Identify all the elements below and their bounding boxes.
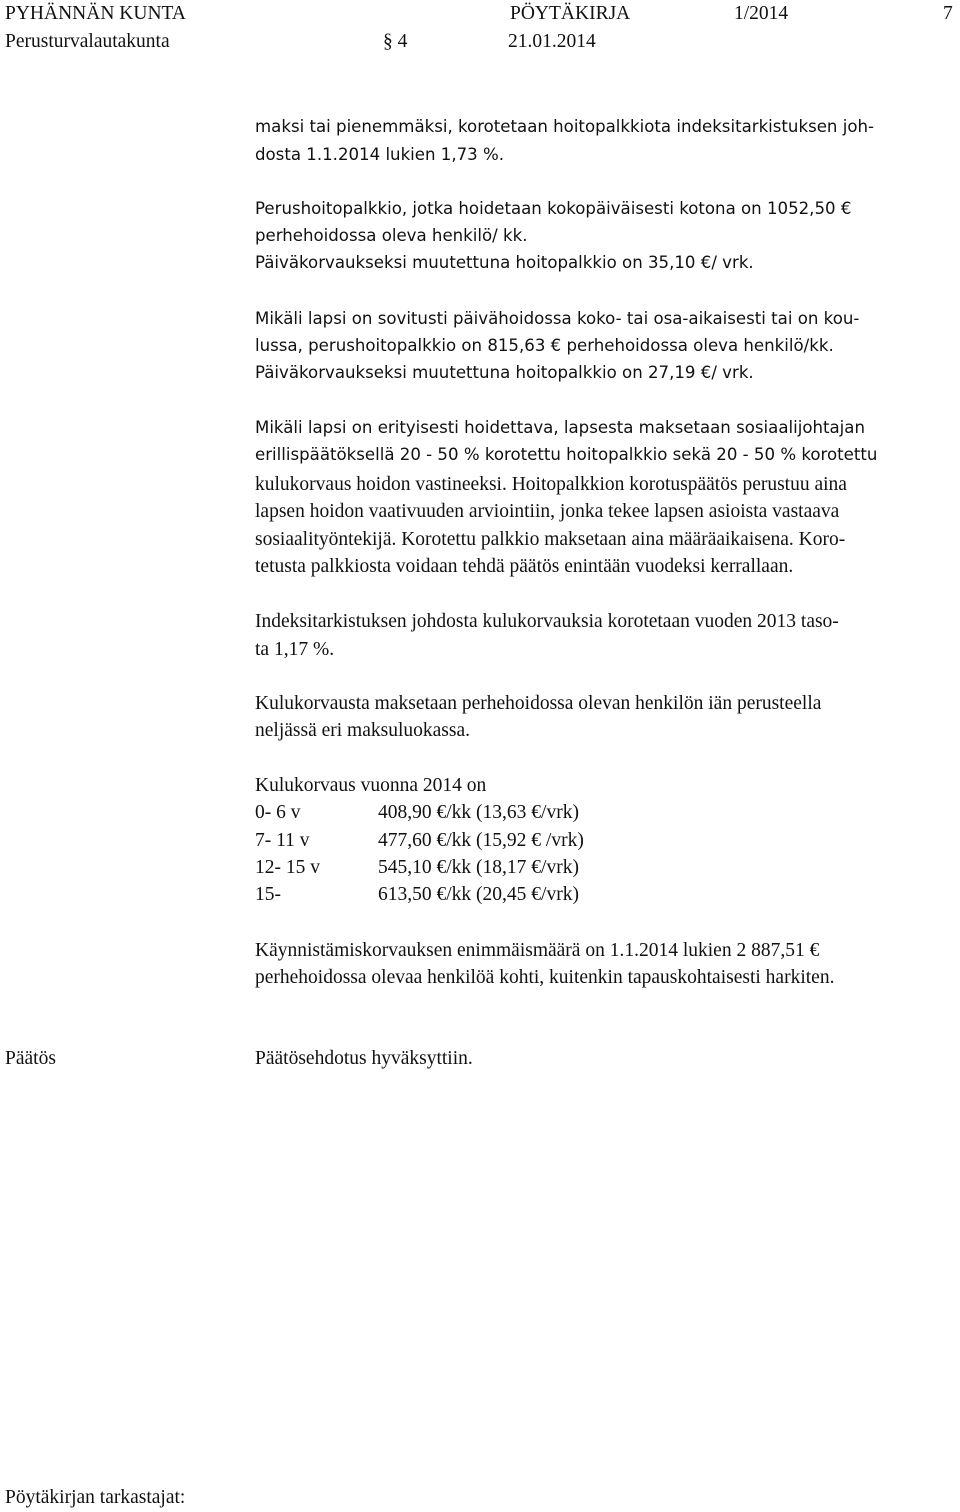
paragraph-line: Päiväkorvaukseksi muutettuna hoitopalkkio on 35,10 €/ vrk. bbox=[255, 253, 754, 272]
table-row-amount: 545,10 €/kk (18,17 €/vrk) bbox=[378, 857, 579, 878]
table-row-age: 15- bbox=[255, 884, 281, 905]
table-row-amount: 613,50 €/kk (20,45 €/vrk) bbox=[378, 884, 579, 905]
municipality-name: PYHÄNNÄN KUNTA bbox=[5, 3, 186, 24]
document-number: 1/2014 bbox=[734, 3, 789, 24]
paragraph-line: Indeksitarkistuksen johdosta kulukorvauksia korotetaan vuoden 2013 taso- bbox=[255, 611, 839, 632]
paragraph-line: perhehoidossa oleva henkilö/ kk. bbox=[255, 226, 528, 245]
table-row-age: 12- 15 v bbox=[255, 857, 320, 878]
paragraph-line: Kulukorvausta maksetaan perhehoidossa olevan henkilön iän perusteella bbox=[255, 693, 822, 714]
decision-label: Päätös bbox=[5, 1048, 56, 1069]
paragraph-line: erillispäätöksellä 20 - 50 % korotettu hoitopalkkio sekä 20 - 50 % korotettu bbox=[255, 445, 878, 464]
paragraph-line: Käynnistämiskorvauksen enimmäismäärä on 1.1.2014 lukien 2 887,51 € bbox=[255, 940, 820, 961]
document-type: PÖYTÄKIRJA bbox=[510, 3, 631, 24]
verifiers-label: Pöytäkirjan tarkastajat: bbox=[5, 1487, 186, 1508]
meeting-date: 21.01.2014 bbox=[508, 31, 596, 52]
page-number: 7 bbox=[943, 3, 953, 24]
table-row-amount: 477,60 €/kk (15,92 € /vrk) bbox=[378, 830, 584, 851]
paragraph-line: Päiväkorvaukseksi muutettuna hoitopalkkio on 27,19 €/ vrk. bbox=[255, 363, 754, 382]
table-row-age: 0- 6 v bbox=[255, 802, 301, 823]
paragraph-line: tetusta palkkiosta voidaan tehdä päätös enintään vuodeksi kerrallaan. bbox=[255, 556, 794, 577]
table-row-amount: 408,90 €/kk (13,63 €/vrk) bbox=[378, 802, 579, 823]
table-row-age: 7- 11 v bbox=[255, 830, 310, 851]
paragraph-line: ta 1,17 %. bbox=[255, 639, 335, 660]
table-title: Kulukorvaus vuonna 2014 on bbox=[255, 775, 487, 796]
paragraph-line: dosta 1.1.2014 lukien 1,73 %. bbox=[255, 145, 505, 164]
paragraph-line: Perushoitopalkkio, jotka hoidetaan kokopäiväisesti kotona on 1052,50 € bbox=[255, 199, 852, 218]
paragraph-line: maksi tai pienemmäksi, korotetaan hoitopalkkiota indeksitarkistuksen joh- bbox=[255, 117, 874, 136]
paragraph-line: sosiaalityöntekijä. Korotettu palkkio maksetaan aina määräaikaisena. Koro- bbox=[255, 529, 846, 550]
paragraph-line: kulukorvaus hoidon vastineeksi. Hoitopalkkion korotuspäätös perustuu aina bbox=[255, 474, 847, 495]
paragraph-line: lussa, perushoitopalkkio on 815,63 € perhehoidossa oleva henkilö/kk. bbox=[255, 336, 834, 355]
paragraph-line: Mikäli lapsi on erityisesti hoidettava, lapsesta maksetaan sosiaalijohtajan bbox=[255, 418, 865, 437]
board-name: Perusturvalautakunta bbox=[5, 31, 170, 52]
decision-text: Päätösehdotus hyväksyttiin. bbox=[255, 1048, 473, 1069]
paragraph-line: Mikäli lapsi on sovitusti päivähoidossa koko- tai osa-aikaisesti tai on kou- bbox=[255, 309, 860, 328]
paragraph-line: perhehoidossa olevaa henkilöä kohti, kuitenkin tapauskohtaisesti harkiten. bbox=[255, 967, 835, 988]
paragraph-line: neljässä eri maksuluokassa. bbox=[255, 720, 470, 741]
section-number: § 4 bbox=[383, 31, 408, 52]
paragraph-line: lapsen hoidon vaativuuden arviointiin, jonka tekee lapsen asioista vastaava bbox=[255, 501, 840, 522]
